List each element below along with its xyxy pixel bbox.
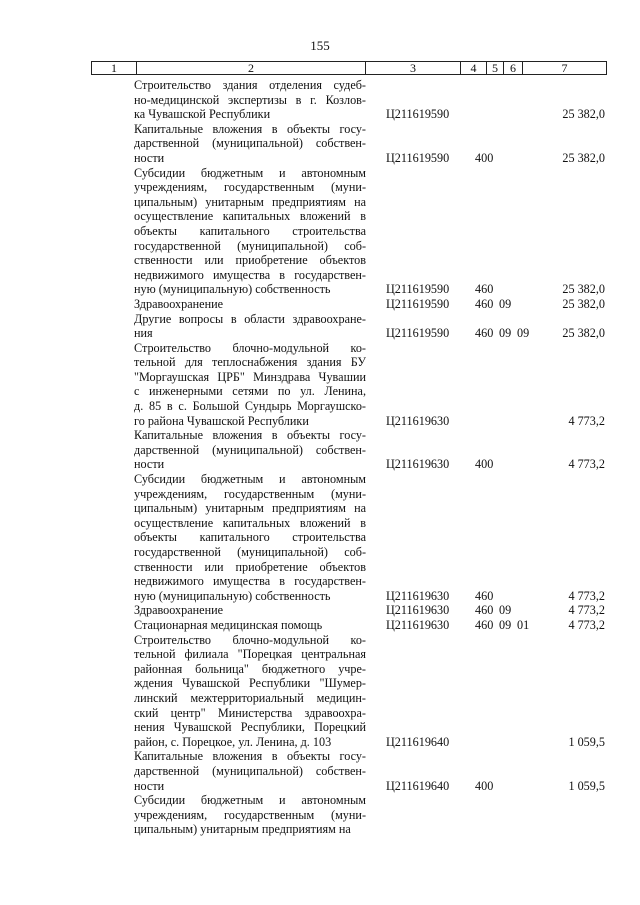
amount: 4 773,2 <box>568 603 605 618</box>
description-line: Капитальные вложения в объекты госу- <box>134 428 366 443</box>
description-line: Капитальные вложения в объекты госу- <box>134 749 366 764</box>
description-line: тельной филиала "Порецкая центральная <box>134 647 366 662</box>
description-line: Субсидии бюджетным и автономным <box>134 793 366 808</box>
description-line: ский центр" Министерства здравоохра- <box>134 705 366 720</box>
description-line: нения Чувашской Республики, Порецкий <box>134 720 366 735</box>
target-code: Ц211619590 <box>386 326 450 341</box>
expense-type: 460 <box>475 296 494 311</box>
row-description <box>134 472 366 603</box>
target-code: Ц211619640 <box>386 778 450 793</box>
description-line: Строительство здания отделения судеб- <box>134 78 366 92</box>
section-code: 09 <box>499 296 512 311</box>
description-line: осуществление капитальных вложений в <box>134 515 366 530</box>
header-col-2: 2 <box>248 61 254 75</box>
section-code: 09 <box>499 617 512 632</box>
table-row <box>0 166 640 297</box>
section-code: 09 <box>499 603 512 618</box>
description-line: го района Чувашской Республики <box>134 413 309 428</box>
description-line: ка Чувашской Республики <box>134 107 271 122</box>
description-line: дарственной (муниципальной) собствен- <box>134 136 366 151</box>
amount: 4 773,2 <box>568 413 605 428</box>
header-col-7: 7 <box>561 61 568 75</box>
description-line: тельной для теплоснабжения здания БУ <box>134 355 366 370</box>
description-line: объекты капитального строительства <box>134 530 366 545</box>
row-description <box>134 749 366 793</box>
description-line: ности <box>134 778 165 793</box>
row-description <box>134 166 366 297</box>
description-line: государственной (муниципальной) соб- <box>134 545 366 559</box>
amount: 1 059,5 <box>568 778 605 793</box>
subsection-code: 09 <box>517 326 530 341</box>
target-code: Ц211619590 <box>386 150 450 165</box>
amount: 25 382,0 <box>562 282 605 297</box>
description-line: ждения Чувашской Республики "Шумер- <box>134 676 366 691</box>
table-row <box>0 603 640 618</box>
description-line: учреждениям, государственным (муни- <box>134 486 366 501</box>
target-code: Ц211619630 <box>386 457 450 472</box>
description-line: Другие вопросы в области здравоохране- <box>134 311 366 326</box>
description-line: дарственной (муниципальной) собствен- <box>134 442 366 457</box>
description-line: с инженерными сетями по ул. Ленина, <box>134 384 366 399</box>
description-line: ности <box>134 150 165 165</box>
table-row <box>0 472 640 603</box>
description-line: ния <box>134 326 153 341</box>
header-col-3: 3 <box>410 61 416 75</box>
description-line: но-медицинской экспертизы в г. Козлов- <box>134 92 366 107</box>
amount: 4 773,2 <box>568 457 605 472</box>
table-row <box>0 341 640 429</box>
header-col-4: 4 <box>470 61 477 75</box>
row-description <box>134 297 366 312</box>
row-description <box>134 618 366 633</box>
description-line: Субсидии бюджетным и автономным <box>134 472 366 487</box>
header-col-6: 6 <box>510 61 516 75</box>
description-line: линский межтерриториальный медицин- <box>134 690 366 705</box>
header-col-1: 1 <box>111 61 117 75</box>
table-row <box>0 312 640 341</box>
expense-type: 400 <box>475 778 494 793</box>
target-code: Ц211619630 <box>386 603 450 618</box>
row-description <box>134 312 366 341</box>
section-code: 09 <box>499 326 512 341</box>
description-line: учреждениям, государственным (муни- <box>134 807 366 822</box>
description-line: Здравоохранение <box>134 296 224 311</box>
description-line: "Моргаушская ЦРБ" Минздрава Чувашии <box>134 369 366 384</box>
description-line: Здравоохранение <box>134 603 224 618</box>
row-description <box>134 428 366 472</box>
description-line: ципальным) унитарным предприятиям на <box>134 501 366 516</box>
table-row <box>0 749 640 793</box>
table-header <box>91 61 607 75</box>
expense-type: 460 <box>475 603 494 618</box>
table-row <box>0 428 640 472</box>
target-code: Ц211619630 <box>386 413 450 428</box>
description-line: осуществление капитальных вложений в <box>134 209 366 224</box>
target-code: Ц211619630 <box>386 588 450 603</box>
amount: 4 773,2 <box>568 588 605 603</box>
page-number: 155 <box>310 38 330 53</box>
table-row <box>0 633 640 750</box>
table-row <box>0 793 640 837</box>
description-line: район, с. Порецкое, ул. Ленина, д. 103 <box>134 734 332 749</box>
row-description <box>134 78 366 122</box>
target-code: Ц211619590 <box>386 282 450 297</box>
description-line: ципальным) унитарным предприятиям на <box>134 822 351 837</box>
table-row <box>0 78 640 122</box>
target-code: Ц211619590 <box>386 107 450 122</box>
amount: 25 382,0 <box>562 326 605 341</box>
description-line: ную (муниципальную) собственность <box>134 282 331 297</box>
target-code: Ц211619640 <box>386 734 450 749</box>
description-line: объекты капитального строительства <box>134 223 366 238</box>
description-line: д. 85 в с. Большой Сундырь Моргаушско- <box>134 399 366 414</box>
description-line: учреждениям, государственным (муни- <box>134 180 366 195</box>
description-line: Капитальные вложения в объекты госу- <box>134 121 366 136</box>
description-line: недвижимого имущества в государствен- <box>134 267 366 282</box>
description-line: дарственной (муниципальной) собствен- <box>134 763 366 778</box>
description-line: Строительство блочно-модульной ко- <box>134 340 366 355</box>
target-code: Ц211619630 <box>386 617 450 632</box>
description-line: районная больница" бюджетного учре- <box>134 661 366 676</box>
description-line: Стационарная медицинская помощь <box>134 617 323 632</box>
amount: 25 382,0 <box>562 150 605 165</box>
description-line: недвижимого имущества в государствен- <box>134 574 366 589</box>
description-line: ственности или приобретение объектов <box>134 253 366 268</box>
row-description <box>134 793 366 837</box>
expense-type: 400 <box>475 457 494 472</box>
description-line: Строительство блочно-модульной ко- <box>134 632 366 647</box>
table-row <box>0 297 640 312</box>
expense-type: 400 <box>475 150 494 165</box>
subsection-code: 01 <box>517 617 530 632</box>
description-line: ности <box>134 457 165 472</box>
amount: 1 059,5 <box>568 734 605 749</box>
table-row <box>0 618 640 633</box>
row-description <box>134 122 366 166</box>
row-description <box>134 603 366 618</box>
expense-type: 460 <box>475 326 494 341</box>
expense-type: 460 <box>475 282 494 297</box>
target-code: Ц211619590 <box>386 296 450 311</box>
description-line: ственности или приобретение объектов <box>134 559 366 574</box>
table-row <box>0 122 640 166</box>
amount: 25 382,0 <box>562 107 605 122</box>
description-line: ципальным) унитарным предприятиям на <box>134 194 366 209</box>
description-line: Субсидии бюджетным и автономным <box>134 165 366 180</box>
expense-type: 460 <box>475 588 494 603</box>
amount: 4 773,2 <box>568 617 605 632</box>
description-line: ную (муниципальную) собственность <box>134 588 331 603</box>
description-line: государственной (муниципальной) соб- <box>134 238 366 253</box>
amount: 25 382,0 <box>562 296 605 311</box>
budget-table-body <box>0 78 640 837</box>
row-description <box>134 633 366 750</box>
header-col-5: 5 <box>492 61 498 75</box>
expense-type: 460 <box>475 617 494 632</box>
row-description <box>134 341 366 429</box>
